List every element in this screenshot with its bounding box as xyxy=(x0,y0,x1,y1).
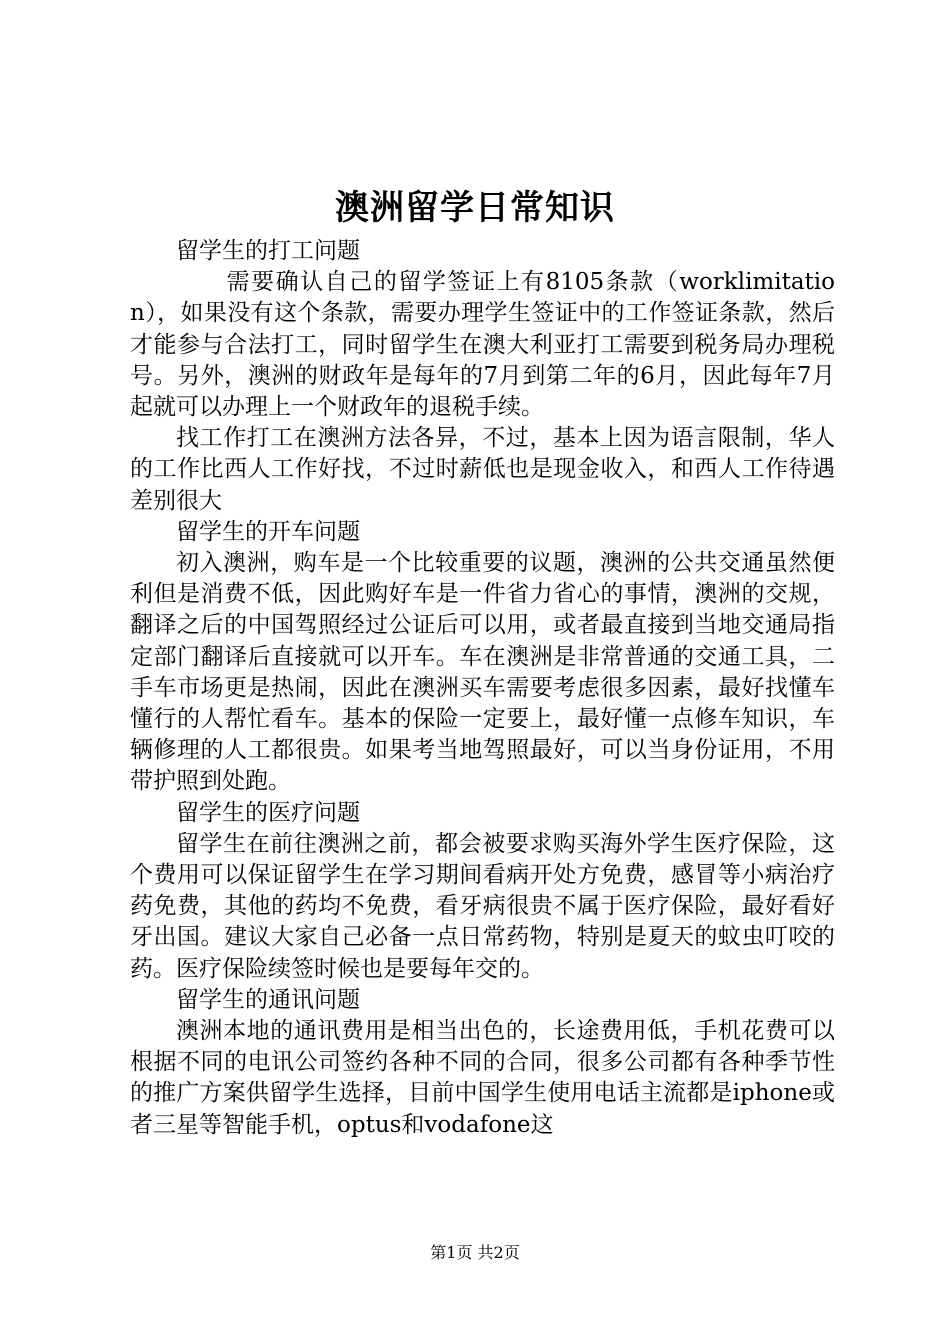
document-body xyxy=(130,236,835,1141)
paragraph-telecom: 澳洲本地的通讯费用是相当出色的，长途费用低，手机花费可以根据不同的电讯公司签约各种不同的合同，很多公司都有各种季节性的推广方案供留学生选择，目前中国学生使用电话主流都是iphone或者三星等智能手机，optus和vodafone这 xyxy=(130,1018,835,1138)
paragraph-work-jobs: 找工作打工在澳洲方法各异，不过，基本上因为语言限制，华人的工作比西人工作好找，不过时薪低也是现金收入，和西人工作待遇差别很大 xyxy=(130,425,835,514)
paragraph-work-visa: 需要确认自己的留学签证上有8105条款（worklimitation），如果没有这个条款，需要办理学生签证中的工作签证条款，然后才能参与合法打工，同时留学生在澳大利亚打工需要到税务局办理税号。另外，澳洲的财政年是每年的7月到第二年的6月，因此每年7月起就可以办理上一个财政年的退税手续。 xyxy=(130,269,835,421)
paragraph-driving: 初入澳洲，购车是一个比较重要的议题，澳洲的公共交通虽然便利但是消费不低，因此购好车是一件省力省心的事情，澳洲的交规，翻译之后的中国驾照经过公证后可以用，或者最直接到当地交通局指定部门翻译后直接就可以开车。车在澳洲是非常普通的交通工具，二手车市场更是热闹，因此在澳洲买车需要考虑很多因素，最好找懂车懂行的人帮忙看车。基本的保险一定要上，最好懂一点修车知识，车辆修理的人工都很贵。如果考当地驾照最好，可以当身份证用，不用带护照到处跑。 xyxy=(130,550,835,795)
section-heading-driving: 留学生的开车问题 xyxy=(176,518,360,545)
document-title: 澳洲留学日常知识 xyxy=(335,188,615,228)
paragraph-medical: 留学生在前往澳洲之前，都会被要求购买海外学生医疗保险，这个费用可以保证留学生在学习期间看病开处方免费，感冒等小病治疗药免费，其他的药均不免费，看牙病很贵不属于医疗保险，最好看好牙出国。建议大家自己必备一点日常药物，特别是夏天的蚊虫叮咬的药。医疗保险续签时候也是要每年交的。 xyxy=(130,830,835,982)
section-heading-work: 留学生的打工问题 xyxy=(176,238,360,264)
section-heading-medical: 留学生的医疗问题 xyxy=(176,799,360,826)
section-heading-telecom: 留学生的通讯问题 xyxy=(176,986,360,1013)
page-footer: 第1页 共2页 xyxy=(430,1243,520,1262)
